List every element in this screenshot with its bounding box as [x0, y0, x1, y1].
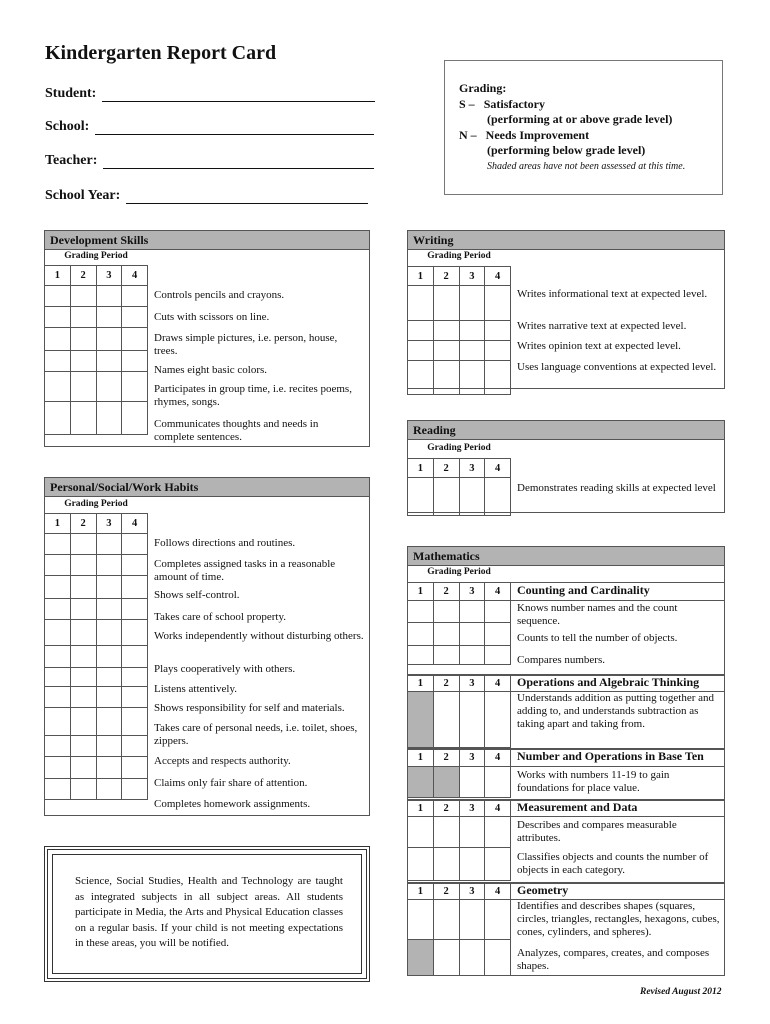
grade-cell[interactable] [96, 779, 122, 800]
grade-row [45, 555, 148, 576]
grade-cell[interactable] [96, 555, 122, 576]
school-year-label: School Year: [45, 188, 121, 203]
grade-cell[interactable] [96, 351, 122, 372]
grade-cell[interactable] [433, 848, 459, 881]
skill-description: Cuts with scissors on line. [154, 311, 270, 323]
grade-cell[interactable] [45, 534, 71, 555]
grade-cell[interactable] [45, 687, 71, 708]
grade-cell[interactable] [459, 817, 485, 848]
integrated-subjects-text: Science, Social Studies, Health and Technology are taught as integrated subjects in all subject areas. All students participate in Media, the Arts and Physical Education classes on a regular basis. If your child is not meeting expectations in these areas, you will be notified. [52, 854, 362, 974]
grade-cell[interactable] [45, 576, 71, 599]
math-subsection-title: Counting and Cardinality [517, 583, 650, 597]
grade-row [45, 402, 148, 435]
grade-cell[interactable] [96, 620, 122, 646]
grade-cell[interactable] [122, 307, 148, 328]
grade-cell[interactable] [485, 817, 511, 848]
math-title-underline [511, 600, 725, 601]
grade-cell[interactable] [70, 646, 96, 668]
period-header: 2 [70, 266, 96, 286]
grade-cell[interactable] [96, 576, 122, 599]
grade-cell[interactable] [45, 555, 71, 576]
math-subsection-title: Measurement and Data [517, 800, 638, 814]
period-header: 3 [459, 749, 485, 767]
grading-period-label: Grading Period [64, 499, 128, 509]
skill-description: Demonstrates reading skills at expected level [517, 482, 716, 494]
student-field[interactable] [45, 86, 375, 102]
skill-description: Accepts and respects authority. [154, 755, 291, 767]
grade-cell[interactable] [485, 478, 511, 516]
grade-cell[interactable] [96, 668, 122, 687]
math-grade-grid [407, 582, 511, 665]
legend-s: S – Satisfactory [459, 96, 546, 111]
grade-row [45, 736, 148, 757]
period-header: 4 [122, 266, 148, 286]
skill-description: Controls pencils and crayons. [154, 289, 285, 301]
grade-cell[interactable] [459, 478, 485, 516]
grade-cell[interactable] [485, 341, 511, 361]
grade-cell[interactable] [122, 534, 148, 555]
grade-cell[interactable] [433, 817, 459, 848]
math-subsection-title: Geometry [517, 883, 569, 897]
grid-header-row [408, 675, 511, 692]
math-skill-description: Identifies and describes shapes (squares, circles, triangles, rectangles, hexagons, cubes, cones, cylinders, and spheres). [517, 900, 720, 938]
grading-period-label: Grading Period [427, 443, 491, 453]
grade-cell[interactable] [408, 361, 434, 395]
period-header: 4 [485, 459, 511, 478]
period-header: 1 [408, 749, 434, 767]
grade-cell[interactable] [408, 767, 434, 798]
period-header: 4 [122, 514, 148, 534]
legend-n: N – Needs Improvement [459, 127, 590, 142]
grid-header-row [408, 800, 511, 817]
math-skill-description: Counts to tell the number of objects. [517, 632, 678, 644]
period-header: 3 [459, 883, 485, 900]
grade-cell[interactable] [433, 692, 459, 748]
development-grade-grid [44, 265, 148, 435]
development-skills-title: Development Skills [45, 231, 369, 250]
grid-header-row [408, 583, 511, 601]
legend-shaded-note: Shaded areas have not been assessed at this time. [487, 160, 686, 172]
grade-cell[interactable] [45, 402, 71, 435]
grade-row [45, 599, 148, 620]
math-skill-description: Classifies objects and counts the number of objects in each category. [517, 851, 709, 876]
grade-row [408, 321, 511, 341]
legend-heading: Grading: [459, 81, 507, 95]
grading-period-label: Grading Period [64, 251, 128, 261]
grade-cell[interactable] [45, 286, 71, 307]
grade-cell[interactable] [122, 757, 148, 779]
skill-description: Plays cooperatively with others. [154, 663, 296, 675]
period-header: 2 [433, 883, 459, 900]
skill-description: Writes informational text at expected level. [517, 288, 708, 300]
grade-cell[interactable] [122, 372, 148, 402]
grade-cell[interactable] [408, 692, 434, 748]
math-skill-description: Understands addition as putting together and adding to, and understands subtraction as taking apart and taking from. [517, 692, 715, 730]
grade-cell[interactable] [433, 361, 459, 395]
grade-cell[interactable] [70, 757, 96, 779]
student-line[interactable] [102, 88, 375, 102]
grade-cell[interactable] [433, 286, 459, 321]
grade-cell[interactable] [459, 361, 485, 395]
period-header: 3 [459, 800, 485, 817]
skill-description: Listens attentively. [154, 683, 237, 695]
grade-cell[interactable] [459, 900, 485, 940]
grade-row [408, 341, 511, 361]
teacher-line[interactable] [103, 155, 374, 169]
period-header: 4 [485, 800, 511, 817]
grade-cell[interactable] [485, 692, 511, 748]
skill-description: Participates in group time, i.e. recites poems, rhymes, songs. [154, 383, 352, 408]
grade-cell[interactable] [45, 351, 71, 372]
math-title-underline [511, 816, 725, 817]
grade-cell[interactable] [45, 307, 71, 328]
grade-cell[interactable] [408, 601, 434, 623]
grade-cell[interactable] [408, 478, 434, 516]
period-header: 2 [433, 267, 459, 286]
grade-cell[interactable] [408, 940, 434, 976]
grade-cell[interactable] [433, 478, 459, 516]
grade-cell[interactable] [45, 779, 71, 800]
grade-cell[interactable] [96, 328, 122, 351]
grade-row [408, 817, 511, 848]
mathematics-title: Mathematics [408, 547, 724, 566]
grade-cell[interactable] [70, 620, 96, 646]
grade-cell[interactable] [408, 321, 434, 341]
grade-cell[interactable] [433, 900, 459, 940]
grade-cell[interactable] [122, 668, 148, 687]
grade-cell[interactable] [70, 351, 96, 372]
skill-description: Writes opinion text at expected level. [517, 340, 681, 352]
grade-cell[interactable] [96, 687, 122, 708]
period-header: 2 [433, 459, 459, 478]
grid-header-row [45, 514, 148, 534]
skill-description: Claims only fair share of attention. [154, 777, 308, 789]
grade-cell[interactable] [70, 576, 96, 599]
grade-cell[interactable] [459, 623, 485, 646]
grade-row [45, 286, 148, 307]
grade-row [45, 779, 148, 800]
grade-cell[interactable] [485, 767, 511, 798]
grade-cell[interactable] [122, 708, 148, 736]
grade-row [45, 708, 148, 736]
grade-cell[interactable] [70, 534, 96, 555]
skill-description: Completes assigned tasks in a reasonable amount of time. [154, 558, 336, 583]
grade-row [408, 478, 511, 516]
period-header: 1 [408, 459, 434, 478]
period-header: 3 [459, 583, 485, 601]
grade-cell[interactable] [485, 601, 511, 623]
grade-cell[interactable] [122, 599, 148, 620]
grade-cell[interactable] [70, 687, 96, 708]
grade-cell[interactable] [485, 646, 511, 665]
grade-row [45, 307, 148, 328]
grade-row [408, 940, 511, 976]
grade-cell[interactable] [433, 601, 459, 623]
grade-cell[interactable] [96, 286, 122, 307]
period-header: 1 [408, 800, 434, 817]
math-grade-grid [407, 674, 511, 748]
school-year-line[interactable] [126, 190, 368, 204]
grade-row [408, 900, 511, 940]
skill-description: Takes care of school property. [154, 611, 286, 623]
grade-cell[interactable] [45, 328, 71, 351]
grade-cell[interactable] [45, 620, 71, 646]
period-header: 1 [45, 266, 71, 286]
page-title: Kindergarten Report Card [45, 42, 277, 64]
grade-row [408, 623, 511, 646]
personal-habits-title: Personal/Social/Work Habits [45, 478, 369, 497]
grade-cell[interactable] [122, 286, 148, 307]
grade-cell[interactable] [433, 321, 459, 341]
grade-cell[interactable] [70, 328, 96, 351]
grade-row [45, 620, 148, 646]
period-header: 4 [485, 583, 511, 601]
grade-cell[interactable] [122, 620, 148, 646]
grade-cell[interactable] [122, 687, 148, 708]
grade-row [45, 576, 148, 599]
math-skill-description: Knows number names and the count sequence. [517, 602, 678, 627]
grade-cell[interactable] [408, 817, 434, 848]
grade-cell[interactable] [408, 341, 434, 361]
grade-cell[interactable] [485, 361, 511, 395]
grade-row [45, 372, 148, 402]
period-header: 4 [485, 675, 511, 692]
grade-cell[interactable] [485, 900, 511, 940]
period-header: 3 [96, 266, 122, 286]
grade-cell[interactable] [122, 555, 148, 576]
grade-cell[interactable] [433, 767, 459, 798]
grade-cell[interactable] [96, 708, 122, 736]
grade-cell[interactable] [459, 321, 485, 341]
grid-header-row [408, 267, 511, 286]
grade-cell[interactable] [485, 623, 511, 646]
grid-header-row [408, 749, 511, 767]
period-header: 2 [433, 675, 459, 692]
grade-cell[interactable] [459, 646, 485, 665]
grade-cell[interactable] [70, 555, 96, 576]
period-header: 1 [408, 675, 434, 692]
math-grade-grid [407, 799, 511, 881]
legend-n-note: (performing below grade level) [487, 143, 646, 157]
grade-row [45, 646, 148, 668]
grade-cell[interactable] [45, 646, 71, 668]
grade-cell[interactable] [433, 940, 459, 976]
grading-legend [444, 60, 723, 195]
grade-cell[interactable] [433, 341, 459, 361]
teacher-field[interactable] [45, 153, 374, 169]
skill-description: Names eight basic colors. [154, 364, 268, 376]
grade-cell[interactable] [122, 328, 148, 351]
grade-cell[interactable] [45, 708, 71, 736]
skill-description: Completes homework assignments. [154, 798, 311, 810]
grade-cell[interactable] [122, 779, 148, 800]
grade-cell[interactable] [122, 736, 148, 757]
grade-cell[interactable] [70, 599, 96, 620]
grade-cell[interactable] [96, 372, 122, 402]
grade-cell[interactable] [459, 692, 485, 748]
revised-date: Revised August 2012 [640, 987, 722, 997]
grid-header-row [408, 459, 511, 478]
grade-cell[interactable] [96, 534, 122, 555]
grade-cell[interactable] [459, 848, 485, 881]
grade-cell[interactable] [45, 668, 71, 687]
math-skill-description: Describes and compares measurable attributes. [517, 819, 677, 844]
grade-cell[interactable] [408, 900, 434, 940]
student-label: Student: [45, 86, 97, 101]
grade-cell[interactable] [70, 736, 96, 757]
grade-cell[interactable] [408, 848, 434, 881]
grade-row [45, 687, 148, 708]
grade-cell[interactable] [408, 286, 434, 321]
grade-cell[interactable] [45, 757, 71, 779]
integrated-subjects-note [44, 846, 370, 982]
grade-cell[interactable] [45, 372, 71, 402]
grading-period-label: Grading Period [427, 251, 491, 261]
personal-grade-grid [44, 513, 148, 800]
period-header: 3 [459, 675, 485, 692]
skill-description: Communicates thoughts and needs in complete sentences. [154, 418, 319, 443]
skill-description: Takes care of personal needs, i.e. toilet, shoes, zippers. [154, 722, 358, 747]
grade-cell[interactable] [122, 646, 148, 668]
period-header: 1 [45, 514, 71, 534]
grade-row [408, 646, 511, 665]
grade-cell[interactable] [485, 848, 511, 881]
writing-grade-grid [407, 266, 511, 395]
grade-row [408, 848, 511, 881]
legend-s-note: (performing at or above grade level) [487, 112, 673, 126]
grade-cell[interactable] [408, 623, 434, 646]
grid-header-row [408, 883, 511, 900]
teacher-label: Teacher: [45, 153, 98, 168]
period-header: 3 [459, 267, 485, 286]
grade-cell[interactable] [122, 402, 148, 435]
school-label: School: [45, 119, 90, 134]
grade-cell[interactable] [408, 646, 434, 665]
grade-row [45, 668, 148, 687]
grade-cell[interactable] [433, 623, 459, 646]
writing-title: Writing [408, 231, 724, 250]
period-header: 1 [408, 883, 434, 900]
math-subsection-title: Number and Operations in Base Ten [517, 749, 704, 763]
grade-row [408, 767, 511, 798]
math-grade-grid [407, 882, 511, 976]
period-header: 4 [485, 267, 511, 286]
grade-cell[interactable] [459, 286, 485, 321]
grade-cell[interactable] [459, 767, 485, 798]
grade-cell[interactable] [70, 402, 96, 435]
period-header: 3 [459, 459, 485, 478]
grade-cell[interactable] [96, 646, 122, 668]
period-header: 2 [433, 749, 459, 767]
reading-grade-grid [407, 458, 511, 516]
grade-row [45, 328, 148, 351]
skill-description: Follows directions and routines. [154, 537, 296, 549]
grade-cell[interactable] [485, 286, 511, 321]
grade-row [408, 601, 511, 623]
grade-cell[interactable] [96, 757, 122, 779]
skill-description: Shows responsibility for self and materials. [154, 702, 345, 714]
grade-row [45, 757, 148, 779]
reading-title: Reading [408, 421, 724, 440]
grade-cell[interactable] [70, 307, 96, 328]
grading-period-label: Grading Period [427, 567, 491, 577]
grade-cell[interactable] [70, 779, 96, 800]
grade-cell[interactable] [122, 351, 148, 372]
grade-cell[interactable] [45, 599, 71, 620]
school-year-field[interactable] [45, 188, 368, 204]
school-field[interactable] [45, 119, 374, 135]
grade-cell[interactable] [96, 307, 122, 328]
grade-cell[interactable] [485, 321, 511, 341]
grade-cell[interactable] [459, 601, 485, 623]
skill-description: Uses language conventions at expected level. [517, 361, 717, 373]
skill-description: Draws simple pictures, i.e. person, house, trees. [154, 332, 338, 357]
period-header: 1 [408, 583, 434, 601]
grade-cell[interactable] [96, 736, 122, 757]
grade-cell[interactable] [96, 402, 122, 435]
grade-cell[interactable] [70, 668, 96, 687]
skill-description: Works independently without disturbing others. [154, 630, 364, 642]
school-line[interactable] [95, 121, 374, 135]
grade-row [408, 286, 511, 321]
grade-cell[interactable] [485, 940, 511, 976]
math-title-underline [511, 766, 725, 767]
grade-cell[interactable] [459, 341, 485, 361]
grade-cell[interactable] [459, 940, 485, 976]
math-grade-grid [407, 748, 511, 798]
grade-cell[interactable] [433, 646, 459, 665]
grade-row [45, 534, 148, 555]
math-subsection-title: Operations and Algebraic Thinking [517, 675, 700, 689]
grid-header-row [45, 266, 148, 286]
math-skill-description: Works with numbers 11-19 to gain foundations for place value. [517, 769, 670, 794]
period-header: 2 [433, 583, 459, 601]
grade-cell[interactable] [122, 576, 148, 599]
period-header: 3 [96, 514, 122, 534]
period-header: 2 [433, 800, 459, 817]
period-header: 2 [70, 514, 96, 534]
period-header: 1 [408, 267, 434, 286]
math-skill-description: Compares numbers. [517, 654, 605, 666]
period-header: 4 [485, 883, 511, 900]
grade-cell[interactable] [96, 599, 122, 620]
grade-cell[interactable] [70, 708, 96, 736]
skill-description: Shows self-control. [154, 589, 240, 601]
grade-cell[interactable] [70, 286, 96, 307]
period-header: 4 [485, 749, 511, 767]
skill-description: Writes narrative text at expected level. [517, 320, 687, 332]
grade-row [408, 692, 511, 748]
grade-cell[interactable] [45, 736, 71, 757]
grade-cell[interactable] [70, 372, 96, 402]
grade-row [408, 361, 511, 395]
grade-row [45, 351, 148, 372]
math-skill-description: Analyzes, compares, creates, and composes shapes. [517, 947, 710, 972]
